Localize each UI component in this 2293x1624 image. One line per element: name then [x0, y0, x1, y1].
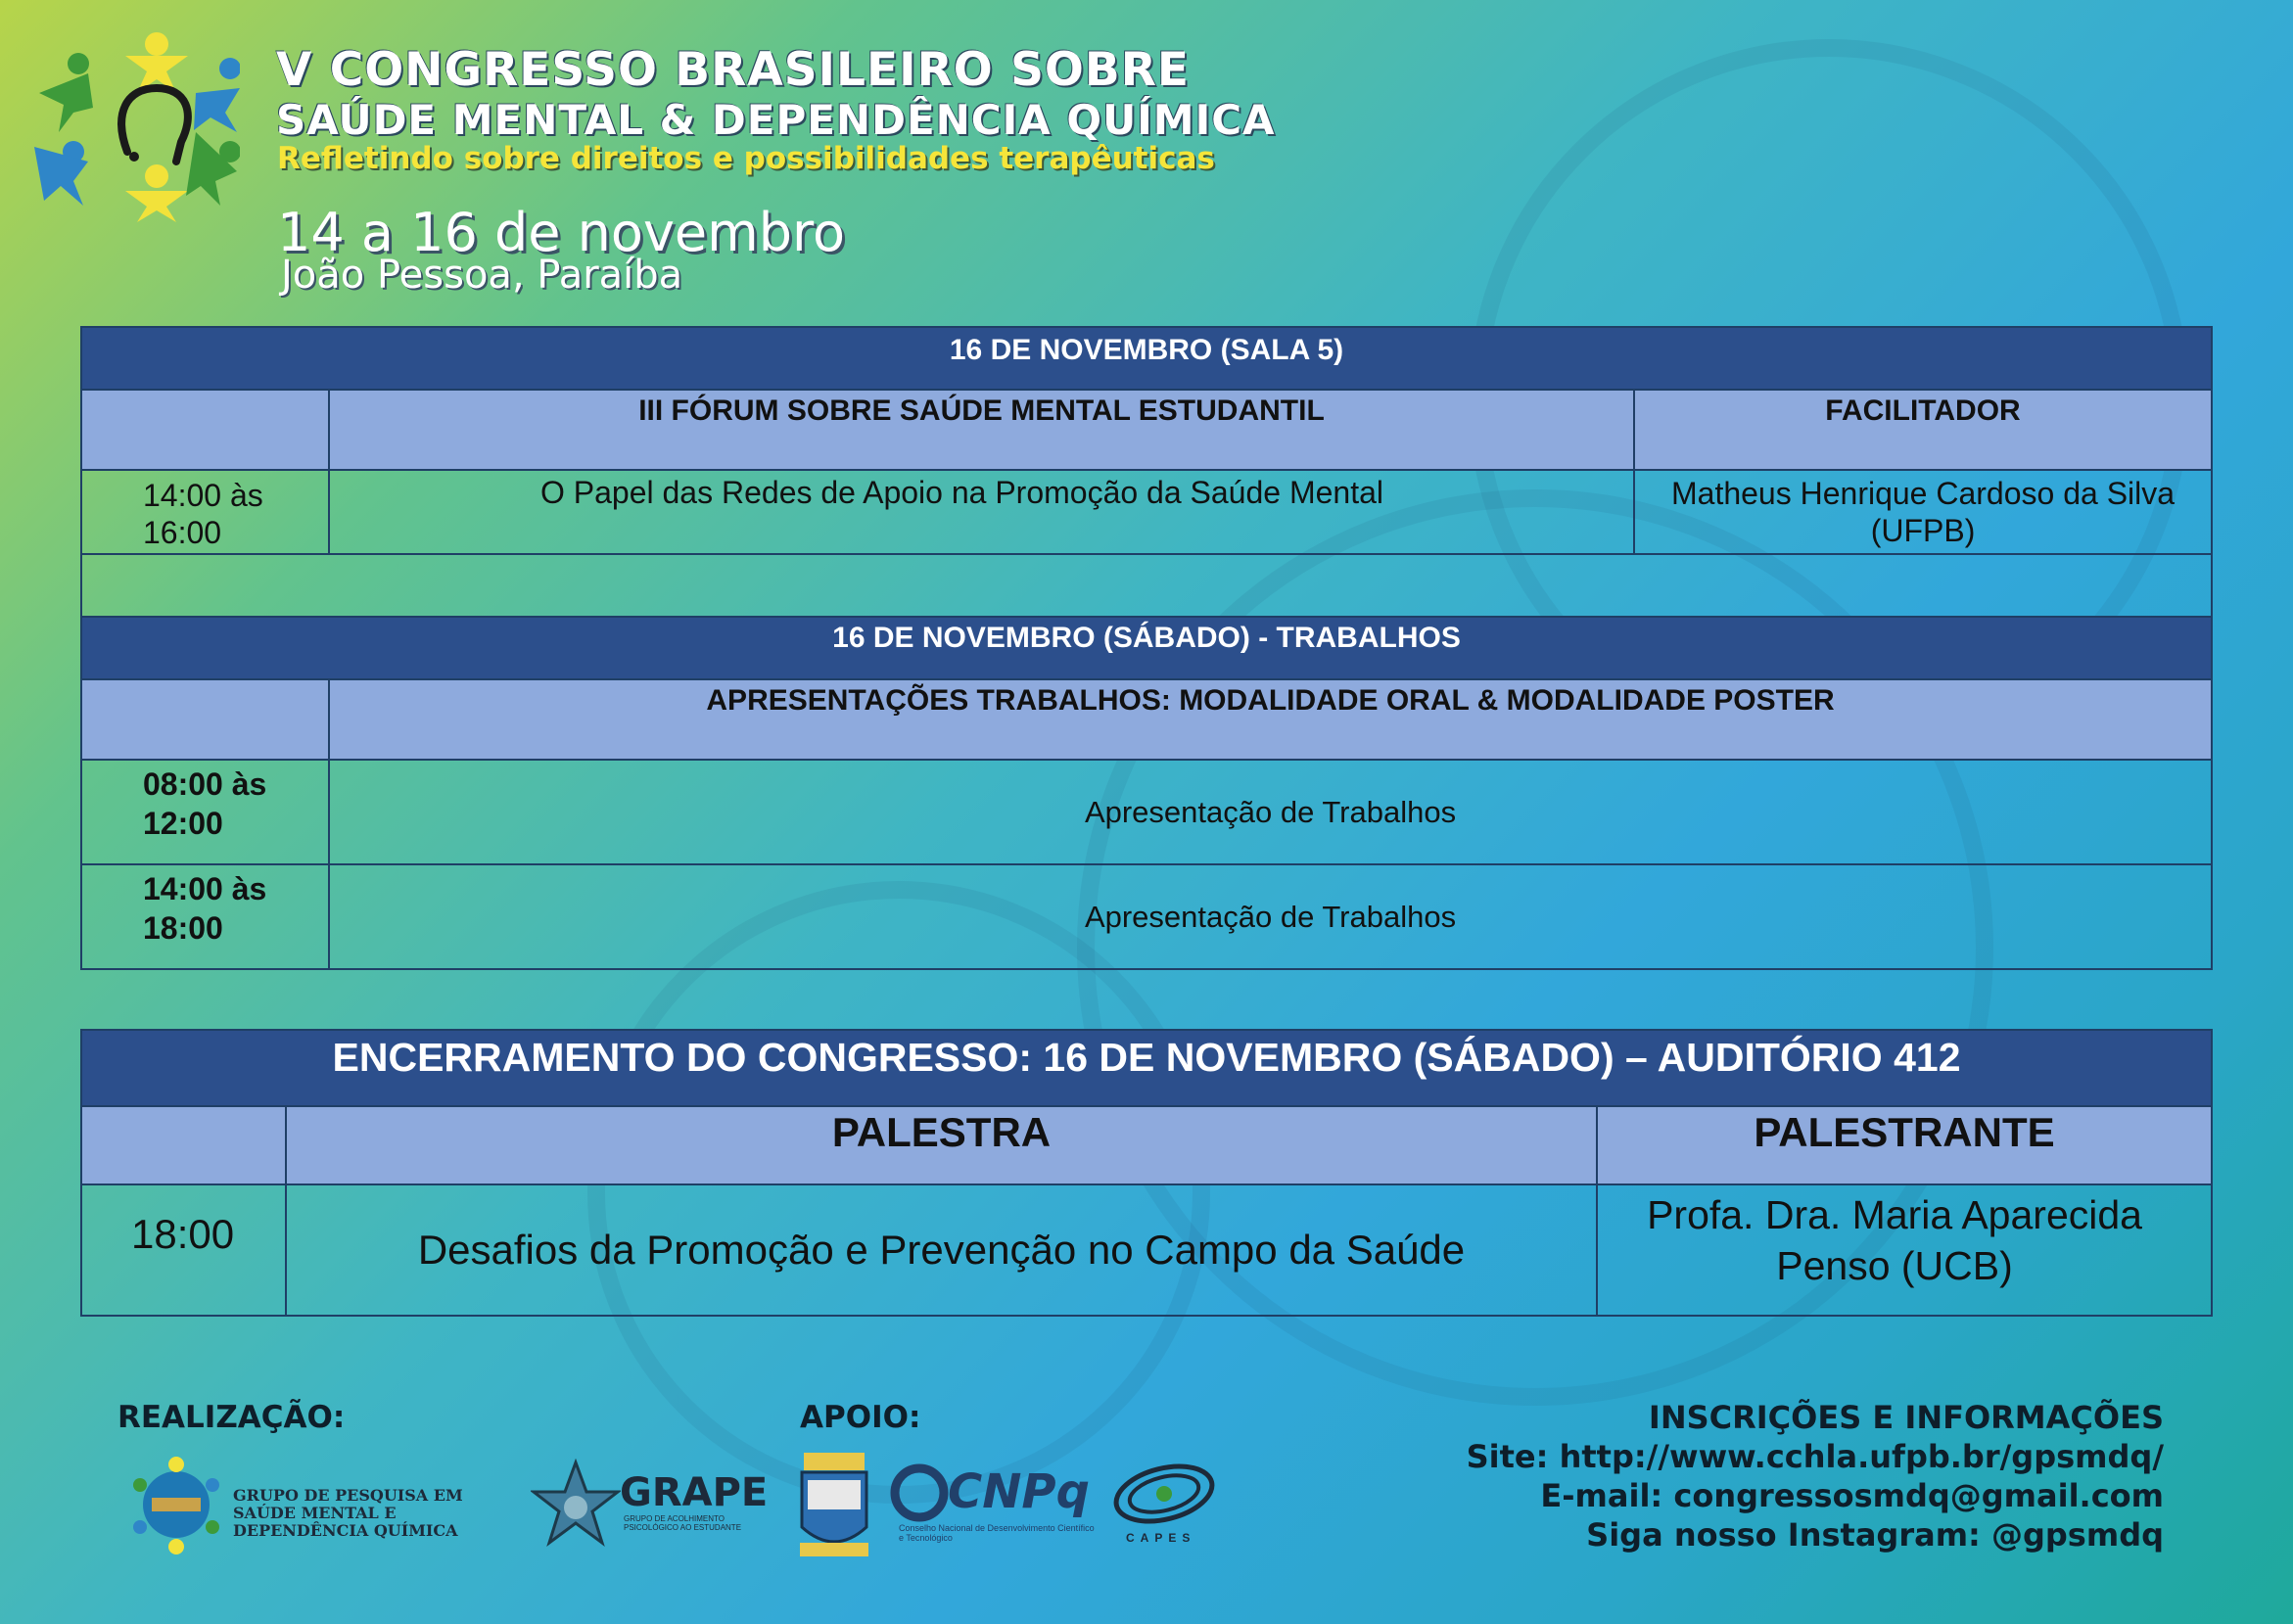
gpsmdq-logo-text: GRUPO DE PESQUISA EM SAÚDE MENTAL E DEPENDÊNCIA QUÍMICA — [233, 1486, 463, 1540]
cnpq-logo-text: CNPq — [948, 1464, 1090, 1519]
works-time-header — [81, 679, 329, 760]
works-activity-1: Apresentação de Trabalhos — [329, 760, 2212, 864]
cnpq-logo-icon — [889, 1462, 950, 1523]
grape-star-icon — [531, 1459, 621, 1549]
congress-title-line2: SAÚDE MENTAL & DEPENDÊNCIA QUÍMICA — [276, 96, 1276, 144]
works-activity-2: Apresentação de Trabalhos — [329, 864, 2212, 969]
cnpq-logo-subtext: Conselho Nacional de Desenvolvimento Científico e Tecnológico — [899, 1523, 1095, 1543]
forum-time: 14:00 às 16:00 — [81, 470, 329, 554]
works-time-2: 14:00 às 18:00 — [81, 864, 329, 969]
info-block — [1467, 1398, 2164, 1554]
facilitator-header: FACILITADOR — [1634, 390, 2212, 470]
gpsmdq-logo-icon — [122, 1451, 230, 1558]
forum-facilitator: Matheus Henrique Cardoso da Silva (UFPB) — [1634, 470, 2212, 554]
works-day-header: 16 DE NOVEMBRO (SÁBADO) - TRABALHOS — [81, 617, 2212, 679]
closing-talk: Desafios da Promoção e Prevenção no Campo da Saúde — [286, 1184, 1597, 1316]
forum-topic: O Papel das Redes de Apoio na Promoção da Saúde Mental — [329, 470, 1634, 554]
closing-session-table — [80, 1029, 2213, 1317]
info-site-link[interactable]: Site: http://www.cchla.ufpb.br/gpsmdq/ — [1466, 1438, 2164, 1475]
schedule-table-day16 — [80, 326, 2213, 970]
day-header-sala5: 16 DE NOVEMBRO (SALA 5) — [81, 327, 2212, 390]
info-email-link[interactable]: E-mail: congressosmdq@gmail.com — [1540, 1477, 2164, 1514]
works-time-1: 08:00 às 12:00 — [81, 760, 329, 864]
congress-dates: 14 a 16 de novembro — [277, 202, 846, 263]
congress-logo-icon — [20, 15, 240, 225]
congress-title-line1: V CONGRESSO BRASILEIRO SOBRE — [276, 43, 1191, 97]
realizacao-label: REALIZAÇÃO: — [117, 1400, 346, 1435]
talk-column-header: PALESTRA — [286, 1106, 1597, 1184]
forum-time-header — [81, 390, 329, 470]
apoio-label: APOIO: — [800, 1400, 921, 1435]
capes-logo-text: CAPES — [1126, 1531, 1196, 1545]
congress-location: João Pessoa, Paraíba — [281, 253, 683, 298]
ufpb-shield-icon — [796, 1449, 872, 1561]
works-title-header: APRESENTAÇÕES TRABALHOS: MODALIDADE ORAL & MODALIDADE POSTER — [329, 679, 2212, 760]
info-title: INSCRIÇÕES E INFORMAÇÕES — [1648, 1399, 2164, 1436]
congress-tagline: Refletindo sobre direitos e possibilidades terapêuticas — [277, 141, 1215, 176]
grape-logo-text: GRAPE — [620, 1470, 769, 1515]
closing-header: ENCERRAMENTO DO CONGRESSO: 16 DE NOVEMBRO (SÁBADO) – AUDITÓRIO 412 — [81, 1030, 2212, 1106]
grape-logo-subtext: GRUPO DE ACOLHIMENTO PSICOLÓGICO AO ESTUDANTE — [624, 1514, 742, 1532]
closing-speaker: Profa. Dra. Maria Aparecida Penso (UCB) — [1597, 1184, 2212, 1316]
speaker-column-header: PALESTRANTE — [1597, 1106, 2212, 1184]
info-instagram-link[interactable]: Siga nosso Instagram: @gpsmdq — [1586, 1516, 2164, 1554]
capes-logo-icon — [1109, 1457, 1219, 1525]
closing-time: 18:00 — [81, 1184, 286, 1316]
closing-time-header — [81, 1106, 286, 1184]
forum-title-header: III FÓRUM SOBRE SAÚDE MENTAL ESTUDANTIL — [329, 390, 1634, 470]
spacer-row — [81, 554, 2212, 617]
